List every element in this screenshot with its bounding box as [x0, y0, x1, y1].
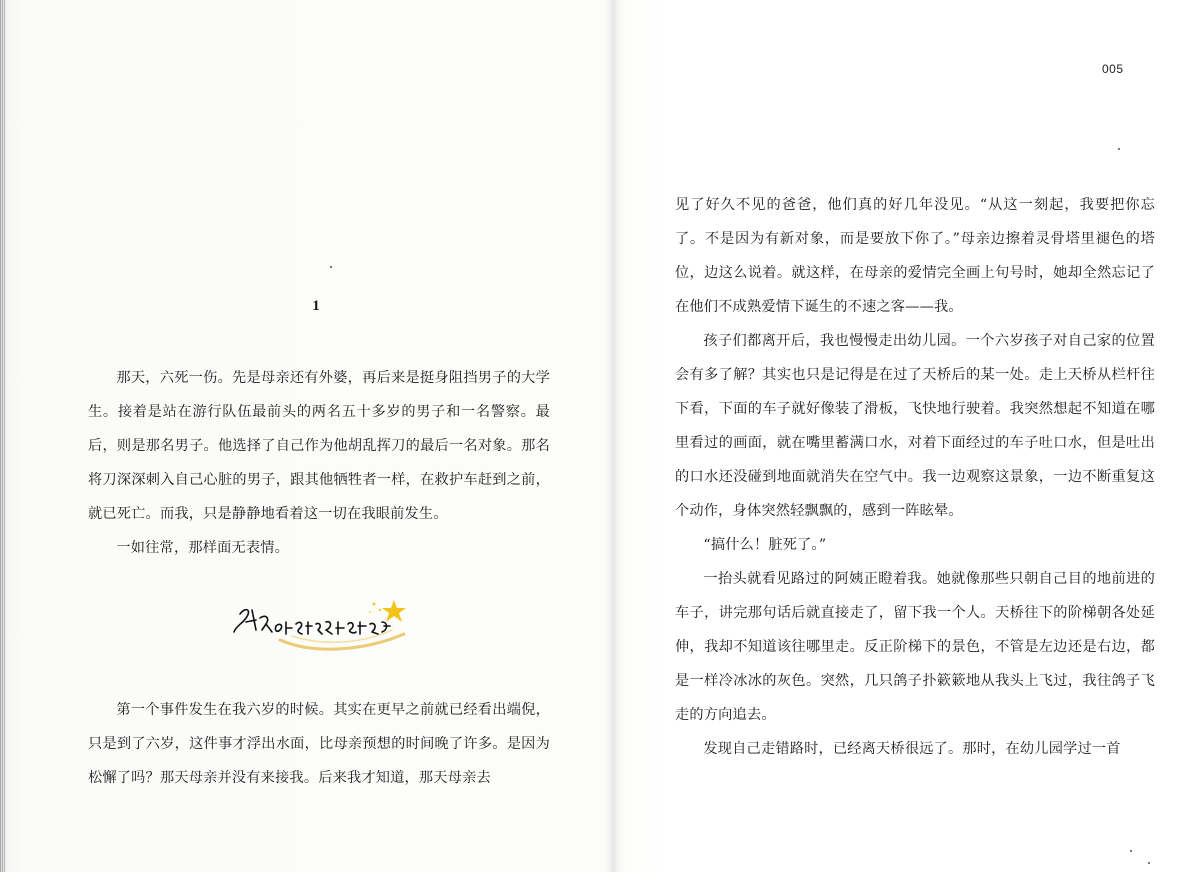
- page-number: 005: [1102, 62, 1124, 76]
- paragraph-continuation: 见了好久不见的爸爸，他们真的好几年没见。“从这一刻起，我要把你忘了。不是因为有新对象，而是要放下你了。”母亲边擦着灵骨塔里褪色的塔位，边这么说着。就这样，在母亲的爱情完全画上句号时，她却全然忘记了在他们不成熟爱情下诞生的不速之客——我。: [675, 197, 1155, 315]
- star-icon: [382, 600, 406, 622]
- paragraph: 一如往常，那样面无表情。: [116, 540, 290, 556]
- sparkle-dot: [369, 611, 371, 613]
- paragraph: 孩子们都离开后，我也慢慢走出幼儿园。一个六岁孩子对自己家的位置会有多了解？其实也只是记得是在过了天桥后的某一处。走上天桥从栏杆往下看，下面的车子就好像装了滑板，飞快地行驶着。我突然想起不知道在哪里看过的画面，就在嘴里蓄满口水，对着下面经过的车子吐口水，但是吐出的口水还没碰到地面就消失在空气中。我一边观察这景象，一边不断重复这个动作，身体突然轻飘飘的，感到一阵眩晕。: [675, 333, 1155, 519]
- paragraph: 发现自己走错路时，已经离天桥很远了。那时，在幼儿园学过一首: [703, 741, 1121, 757]
- right-text-block: [675, 188, 1155, 766]
- page-edge-lines: [0, 0, 5, 872]
- logo-handwriting: [234, 610, 390, 634]
- logo-swoosh-thin: [292, 630, 392, 642]
- sparkle-dot: [373, 603, 376, 606]
- left-text-section-2: [88, 693, 550, 795]
- paper-speck: [1148, 862, 1150, 864]
- sparkle-dot: [379, 609, 381, 611]
- chapter-number: 1: [312, 298, 320, 314]
- paragraph: 那天，六死一伤。先是母亲还有外婆，再后来是挺身阻挡男子的大学生。接着是站在游行队伍最前头的两名五十多岁的男子和一名警察。最后，则是那名男子。他选择了自己作为他胡乱挥刀的最后一名对象。那名将刀深深刺入自己心脏的男子，跟其他牺牲者一样，在救护车赶到之前，就已死亡。而我，只是静静地看着这一切在我眼前发生。: [88, 370, 550, 522]
- paragraph: “搞什么！脏死了。”: [703, 537, 827, 553]
- book-gutter: [606, 0, 618, 872]
- paper-speck: [1130, 850, 1132, 852]
- left-text-section-1: [88, 361, 550, 565]
- paragraph: 一抬头就看见路过的阿姨正瞪着我。她就像那些只朝自己目的地前进的车子，讲完那句话后就直接走了，留下我一个人。天桥往下的阶梯朝各处延伸，我却不知道该往哪里走。反正阶梯下的景色，不管是左边还是右边，都是一样冷冰冰的灰色。突然，几只鸽子扑簌簌地从我头上飞过，我往鸽子飞走的方向追去。: [675, 571, 1155, 723]
- paper-speck: [330, 266, 332, 268]
- publisher-logo: [222, 596, 412, 656]
- paper-speck: [1118, 148, 1120, 150]
- paragraph: 第一个事件发生在我六岁的时候。其实在更早之前就已经看出端倪，只是到了六岁，这件事才浮出水面，比母亲预想的时间晚了许多。是因为松懈了吗？那天母亲并没有来接我。后来我才知道，那天母亲去: [88, 702, 550, 786]
